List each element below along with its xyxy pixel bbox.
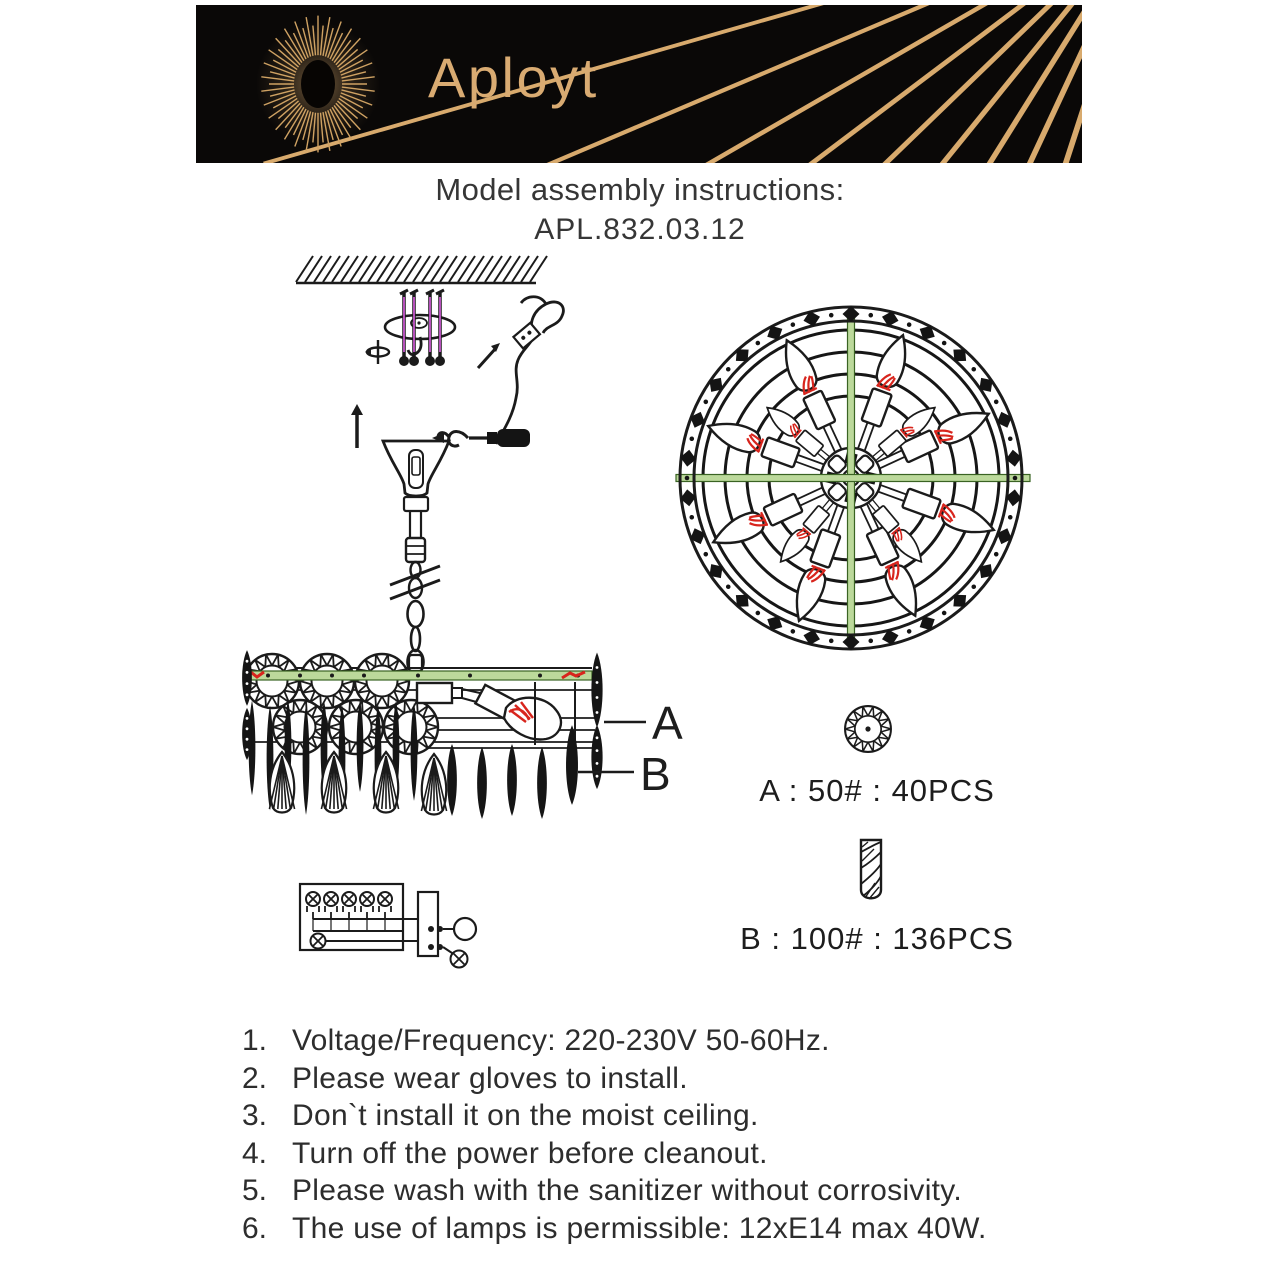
instruction-item (242, 1060, 1072, 1098)
model-number: APL.832.03.12 (534, 213, 746, 246)
instruction-item (242, 1135, 1072, 1173)
instruction-text: Please wear gloves to install. (292, 1061, 688, 1095)
instruction-item (242, 1172, 1072, 1210)
instruction-item (242, 1097, 1072, 1135)
suspension-chain (390, 511, 440, 674)
instruction-number: 5. (242, 1174, 268, 1207)
brand-logotype: Aployt (428, 46, 599, 109)
instruction-number: 4. (242, 1136, 268, 1170)
part-b-icon (861, 840, 881, 899)
part-a-icon (845, 706, 891, 752)
chandelier-side-view (242, 650, 683, 819)
chandelier-top-view (676, 306, 1030, 650)
instruction-number: 2. (242, 1061, 268, 1095)
crosshair-horizontal (676, 475, 1030, 482)
callout-a: A (652, 697, 683, 749)
callout-b: B (640, 748, 671, 800)
instruction-text: Please wash with the sanitizer without corrosivity. (292, 1174, 963, 1207)
instruction-number: 3. (242, 1099, 268, 1132)
side-bulb-glass (504, 698, 561, 740)
canopy (383, 441, 449, 511)
part-a-label: A : 50# : 40PCS (759, 773, 995, 808)
instruction-text: Voltage/Frequency: 220-230V 50-60Hz. (292, 1024, 830, 1057)
spear-crystal-drops (447, 725, 578, 819)
page-title: Model assembly instructions: (435, 172, 845, 207)
up-arrow (351, 404, 363, 448)
instruction-text: Don`t install it on the moist ceiling. (292, 1099, 759, 1132)
instruction-text: Turn off the power before cleanout. (292, 1136, 768, 1170)
wiring-diagram (300, 884, 476, 968)
instruction-item (242, 1022, 1072, 1060)
instruction-item (242, 1210, 1072, 1248)
mounting-bracket (365, 290, 455, 366)
ceiling-hatch (296, 256, 547, 282)
part-b-label: B : 100# : 136PCS (740, 921, 1014, 956)
instruction-number: 6. (242, 1211, 268, 1245)
instruction-text: The use of lamps is permissible: 12xE14 max 40W. (292, 1211, 987, 1245)
instruction-list (242, 1022, 1072, 1247)
wire-assembly (478, 297, 563, 444)
instruction-number: 1. (242, 1024, 268, 1057)
